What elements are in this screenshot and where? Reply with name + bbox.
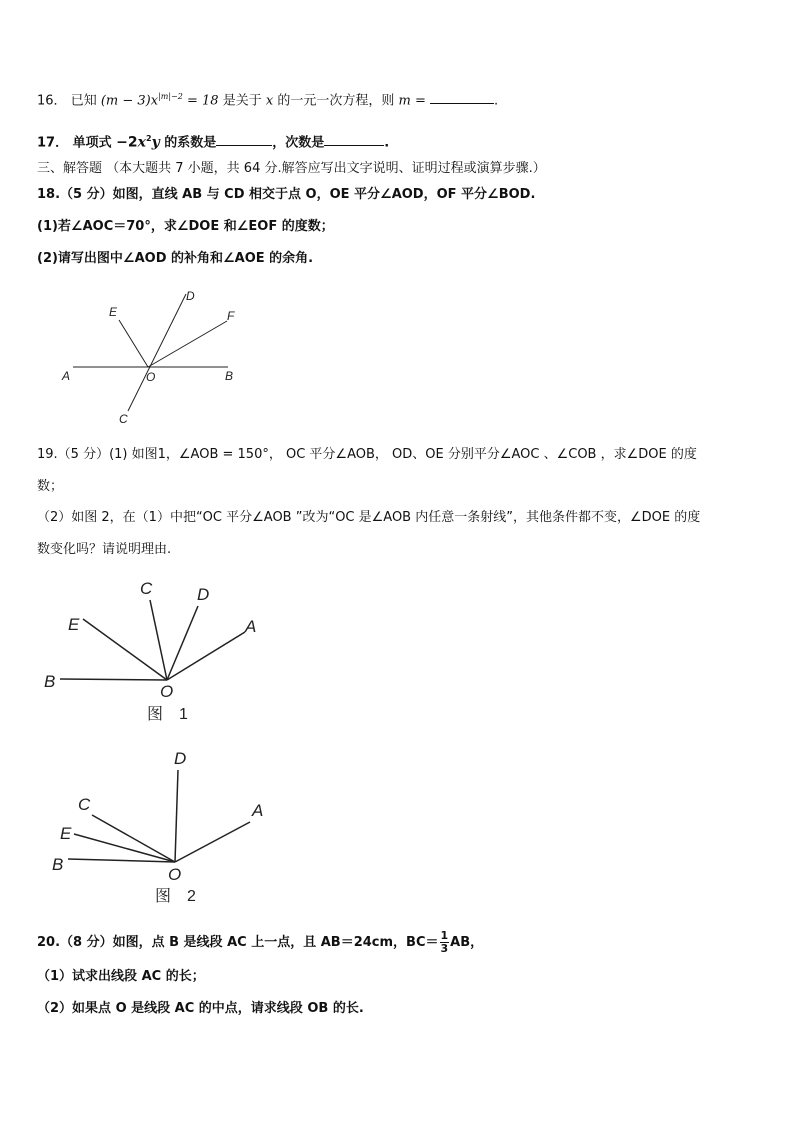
- line-cd: [128, 294, 186, 411]
- question-20-stem-text: 20.（8 分）如图，点 B 是线段 AC 上一点，且 AB＝24cm，BC＝: [37, 935, 439, 950]
- ray-ob: [68, 859, 175, 862]
- question-19-figure-1: [40, 572, 280, 727]
- question-16-answer-blank[interactable]: [430, 91, 494, 104]
- question-20-stem: [37, 930, 483, 955]
- label-e: E: [109, 305, 118, 319]
- label-o: O: [160, 682, 174, 701]
- question-17-prefix: 单项式: [72, 135, 112, 151]
- question-16-m-equals: m =: [398, 93, 426, 109]
- question-17-x: x: [137, 134, 147, 151]
- question-17-coefficient: −2: [116, 134, 138, 151]
- question-16-middle: 是关于: [222, 93, 262, 109]
- label-o: O: [168, 865, 182, 884]
- label-a: A: [252, 801, 264, 820]
- ray-oa: [167, 632, 245, 680]
- section-3-heading: 三、解答题 （本大题共 7 小题，共 64 分.解答应写出文字说明、证明过程或演算步骤.）: [37, 161, 546, 176]
- question-19-figure-2: [40, 740, 280, 910]
- ray-oe: [119, 320, 148, 367]
- question-18-part-1: (1)若∠AOC＝70°，求∠DOE 和∠EOF 的度数；: [37, 219, 334, 234]
- question-20-stem-end: AB，: [450, 935, 484, 950]
- label-b: B: [44, 672, 56, 691]
- label-o: O: [146, 370, 156, 384]
- label-e: E: [60, 824, 72, 843]
- question-18-part-2: (2)请写出图中∠AOD 的补角和∠AOE 的余角.: [37, 251, 314, 266]
- label-c: C: [140, 579, 153, 598]
- label-a: A: [62, 369, 71, 383]
- fraction-numerator: 1: [440, 929, 449, 942]
- ray-oe: [83, 619, 167, 680]
- question-16: [37, 88, 498, 110]
- question-19-line-2: 数；: [37, 479, 64, 494]
- label-c: C: [119, 412, 128, 426]
- question-18-figure: [55, 285, 255, 430]
- question-19-line-1: 19.（5 分）(1) 如图1，∠AOB = 150°， OC 平分∠AOB， OD、OE 分别平分∠AOC 、∠COB ，求∠DOE 的度: [37, 447, 697, 462]
- question-17-coefficient-label: 的系数是: [164, 135, 217, 151]
- ray-oe: [74, 834, 175, 862]
- question-17-end: .: [384, 135, 390, 151]
- label-b: B: [225, 369, 234, 383]
- label-d: D: [197, 585, 210, 604]
- label-d: D: [174, 749, 187, 768]
- question-17-degree-blank[interactable]: [324, 133, 384, 146]
- ray-ob: [60, 679, 167, 680]
- question-17-coefficient-blank[interactable]: [216, 133, 272, 146]
- question-16-exponent: |m|−2: [158, 92, 183, 101]
- label-e: E: [68, 615, 80, 634]
- figure-2-caption: 图 2: [155, 888, 196, 905]
- label-d: D: [186, 289, 195, 303]
- question-17-exponent: 2: [146, 134, 152, 143]
- question-16-variable: x: [265, 93, 274, 109]
- question-17-y: y: [151, 134, 160, 151]
- ray-oa: [175, 822, 250, 862]
- ray-oc: [150, 600, 167, 680]
- question-20-part-2: （2）如果点 O 是线段 AC 的中点，请求线段 OB 的长.: [37, 1001, 364, 1016]
- ray-oc: [92, 815, 175, 862]
- question-16-prefix: 已知: [70, 93, 97, 109]
- ray-of: [148, 321, 227, 367]
- question-20-part-1: （1）试求出线段 AC 的长；: [37, 969, 205, 984]
- question-19-line-3: （2）如图 2，在（1）中把“OC 平分∠AOB ”改为“OC 是∠AOB 内任意一条射线”，其他条件都不变，∠DOE 的度: [37, 510, 701, 525]
- ray-od: [167, 606, 198, 680]
- fraction-denominator: 3: [440, 942, 449, 955]
- label-b: B: [52, 855, 64, 874]
- question-20-fraction: [440, 930, 450, 955]
- label-a: A: [245, 617, 257, 636]
- ray-od: [175, 770, 178, 862]
- label-f: F: [227, 309, 235, 323]
- question-16-text: 的一元一次方程，则: [277, 93, 395, 109]
- figure-1-caption: 图 1: [147, 706, 188, 723]
- question-16-number: 16．: [37, 93, 67, 109]
- question-17-degree-label: ，次数是: [272, 135, 325, 151]
- label-c: C: [78, 795, 91, 814]
- question-16-expression: (m − 3)x: [100, 93, 159, 109]
- question-16-end: .: [494, 93, 499, 109]
- question-18-stem: 18.（5 分）如图，直线 AB 与 CD 相交于点 O，OE 平分∠AOD，OF 平分∠BOD.: [37, 187, 536, 202]
- question-17: [37, 130, 389, 152]
- question-16-equals: = 18: [182, 93, 219, 109]
- question-17-number: 17．: [37, 135, 69, 151]
- question-19-line-4: 数变化吗？请说明理由.: [37, 542, 172, 557]
